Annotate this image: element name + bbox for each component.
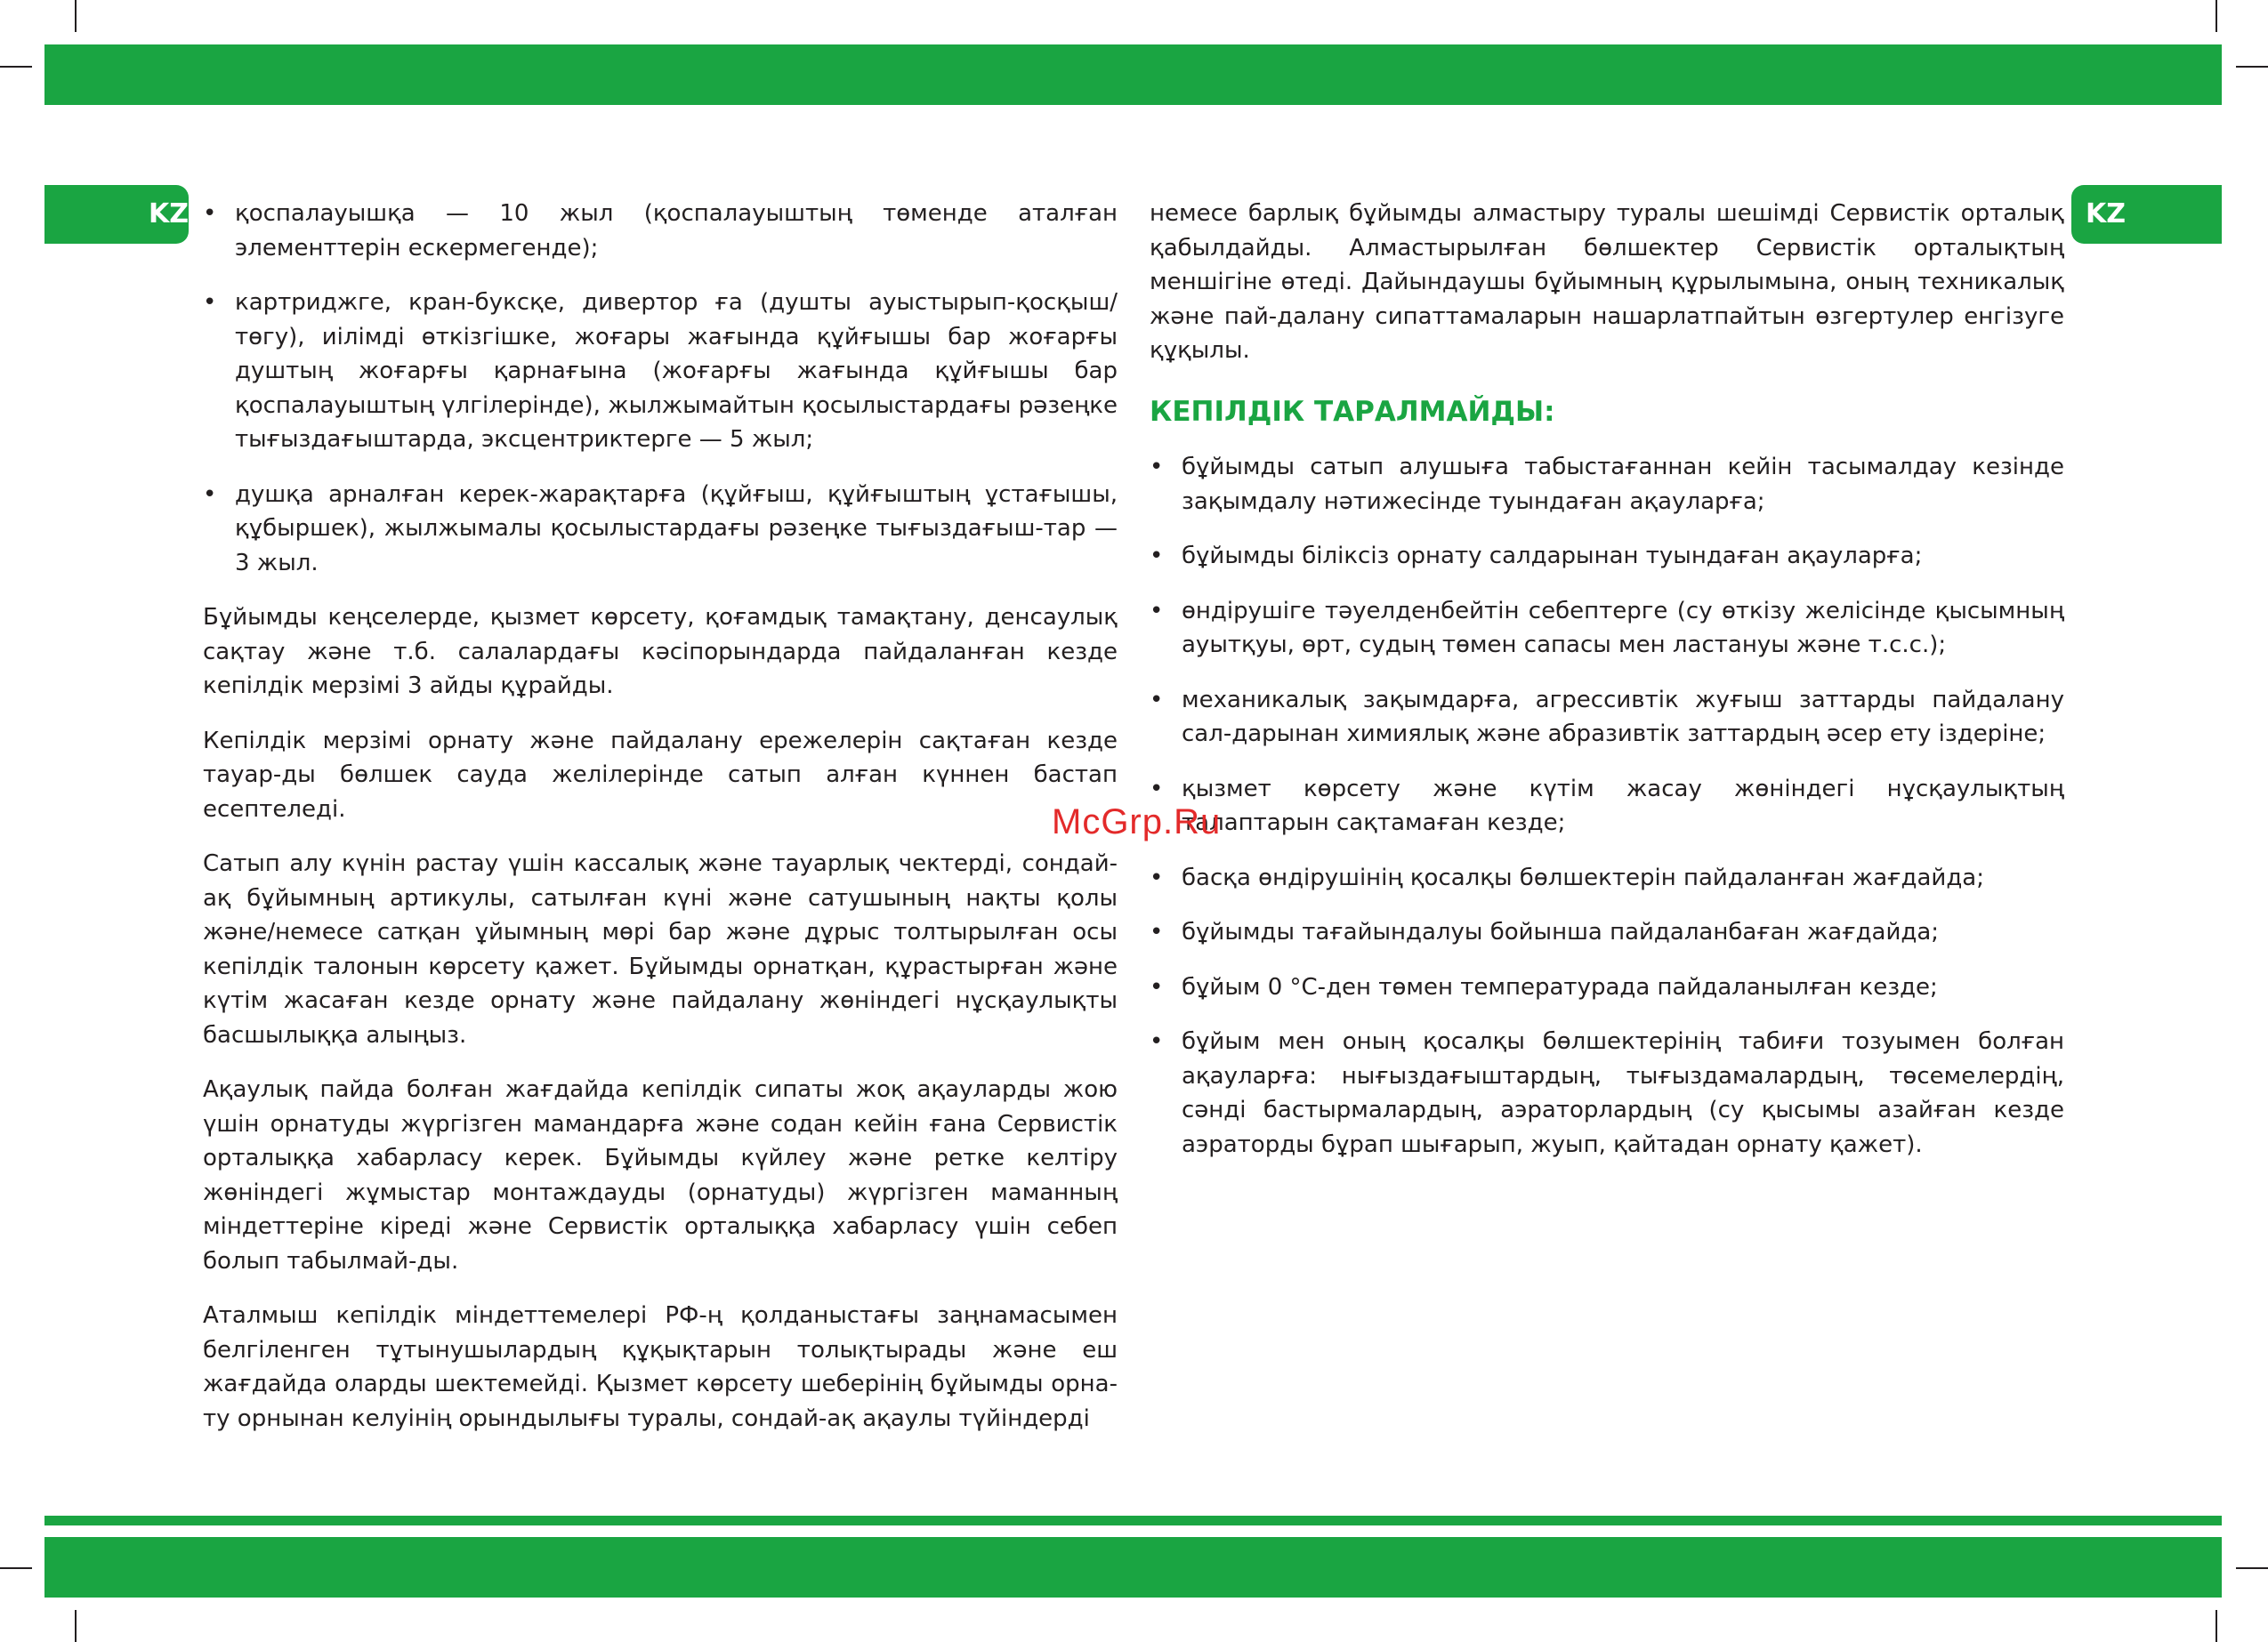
paragraph: немесе барлық бұйымды алмастыру туралы шешімді Сервистік орталық қабылдайды. Алмастырылған бөлшектер Сервистік орталықтың меншігіне өтеді. Дайындаушы бұйымның құрылымына, оның техникалық және пай-далану сипаттамаларын нашарлатпайтын өзгертулер енгізуге құқылы. — [1150, 200, 2064, 364]
list-item: • қызмет көрсету және күтім жасау жөніндегі нұсқаулықтың талаптарын сақтамаған кезде; — [1150, 772, 2064, 841]
right-column — [1150, 197, 2064, 1182]
crop-mark-bottom-right-v — [2216, 1610, 2217, 1642]
paragraph: Кепілдік мерзімі орнату және пайдалану ережелерін сақтаған кезде тауар-ды бөлшек сауда желілерінде сатып алған күннен бастап есептеледі. — [203, 727, 1118, 823]
list-item: • бұйымды біліксіз орнату салдарынан туындаған ақауларға; — [1150, 539, 2064, 574]
list-item: • басқа өндірушінің қосалқы бөлшектерін пайдаланған жағдайда; — [1150, 861, 2064, 896]
bottom-green-band — [44, 1537, 2222, 1598]
crop-mark-top-right-v — [2216, 0, 2217, 32]
left-column — [203, 197, 1118, 1456]
list-item: • бұйымды сатып алушыға табыстағаннан кейін тасымалдау кезінде зақымдалу нәтижесінде туындаған ақауларға; — [1150, 450, 2064, 519]
crop-mark-top-left-h — [0, 66, 32, 68]
crop-mark-top-right-h — [2236, 66, 2268, 68]
list-item: • қоспалауышқа — 10 жыл (қоспалауыштың төменде аталған элементтерін ескермегенде); — [203, 197, 1118, 265]
list-item: • картриджге, кран-буксқе, дивертор ға (душты ауыстырып-қосқыш/төгу), иілімді өткізгішке, жоғары жағында құйғышы бар жоғарғы душтың жоғарғы қарнағына (жоғарғы жағында құйғышы бар қоспалауыштың үлгілерінде), жылжымайтын қосылыстардағы рәзеңке тығыздағыштарда, эксцентриктерге — 5 жыл; — [203, 286, 1118, 457]
list-item: • бұйым мен оның қосалқы бөлшектерінің табиғи тозуымен болған ақауларға: нығыздағыштардың, тығыздамалардың, төсемелердің, сәнді бастырмалардың, аэраторлардың (су қысымы азайған кезде аэраторды бұрап шығарып, жуып, қайтадан орнату қажет). — [1150, 1025, 2064, 1162]
top-green-band — [44, 44, 2222, 105]
watermark: McGrp.Ru — [1052, 802, 1222, 841]
paragraph: Ақаулық пайда болған жағдайда кепілдік сипаты жоқ ақауларды жою үшін орнатуды жүргізген мамандарға және содан кейін ғана Сервистік орталыққа хабарласу керек. Бұйымды күйлеу және ретке келтіру жөніндегі жұмыстар монтаждауды (орнатуды) жүргізген маманның міндеттеріне кіреді және Сервистік орталыққа хабарласу үшін себеп болып табылмай-ды. — [203, 1076, 1118, 1275]
bottom-green-rule — [44, 1516, 2222, 1525]
language-tab-left-label: KZ — [149, 198, 189, 229]
exclusions-list — [1150, 450, 2064, 1162]
list-item: • душқа арналған керек-жарақтарға (құйғыш, құйғыштың ұстағышы, құбыршек), жылжымалы қосылыстардағы рәзеңке тығыздағыш-тар — 3 жыл. — [203, 478, 1118, 581]
crop-mark-bottom-left-h — [0, 1567, 32, 1569]
language-tab-left — [44, 185, 189, 244]
crop-mark-bottom-right-h — [2236, 1567, 2268, 1569]
language-tab-right — [2071, 185, 2222, 244]
crop-mark-bottom-left-v — [75, 1610, 77, 1642]
crop-mark-top-left-v — [75, 0, 77, 32]
paragraph: Бұйымды кеңселерде, қызмет көрсету, қоғамдық тамақтану, денсаулық сақтау және т.б. салалардағы кәсіпорындарда пайдаланған кезде кепілдік мерзімі 3 айды құрайды. — [203, 604, 1118, 699]
warranty-period-list — [203, 197, 1118, 580]
paragraph: Сатып алу күнін растау үшін кассалық және тауарлық чектерді, сондай-ақ бұйымның артикулы, сатылған күні және сатушының нақты қолы және/немесе сатқан ұйымның мөрі бар және дұрыс толтырылған осы кепілдік талонын көрсету қажет. Бұйымды орнатқан, құрастырған және күтім жасаған кезде орнату және пайдалану жөніндегі нұсқаулықты басшылыққа алыңыз. — [203, 850, 1118, 1049]
list-item: • бұйым 0 °С-ден төмен температурада пайдаланылған кезде; — [1150, 970, 2064, 1005]
list-item: • механикалық зақымдарға, агрессивтік жуғыш заттарды пайдалану сал-дарынан химиялық және абразивтік заттардың әсер ету іздеріне; — [1150, 683, 2064, 752]
section-heading: КЕПІЛДІК ТАРАЛМАЙДЫ: — [1150, 395, 1555, 428]
paragraph: Аталмыш кепілдік міндеттемелері РФ-ң қолданыстағы заңнамасымен белгіленген тұтынушылардың құқықтарын толықтырады және еш жағдайда оларды шектемейді. Қызмет көрсету шеберінің бұйымды орна-ту орнынан келуінің орындылығы туралы, сондай-ақ ақаулы түйіндерді — [203, 1302, 1118, 1432]
language-tab-right-label: KZ — [2086, 198, 2126, 229]
list-item: • бұйымды тағайындалуы бойынша пайдаланбаған жағдайда; — [1150, 915, 2064, 950]
list-item: • өндірушіге тәуелденбейтін себептерге (су өткізу желісінде қысымның ауытқуы, өрт, судың төмен сапасы мен ластануы және т.с.с.); — [1150, 594, 2064, 663]
